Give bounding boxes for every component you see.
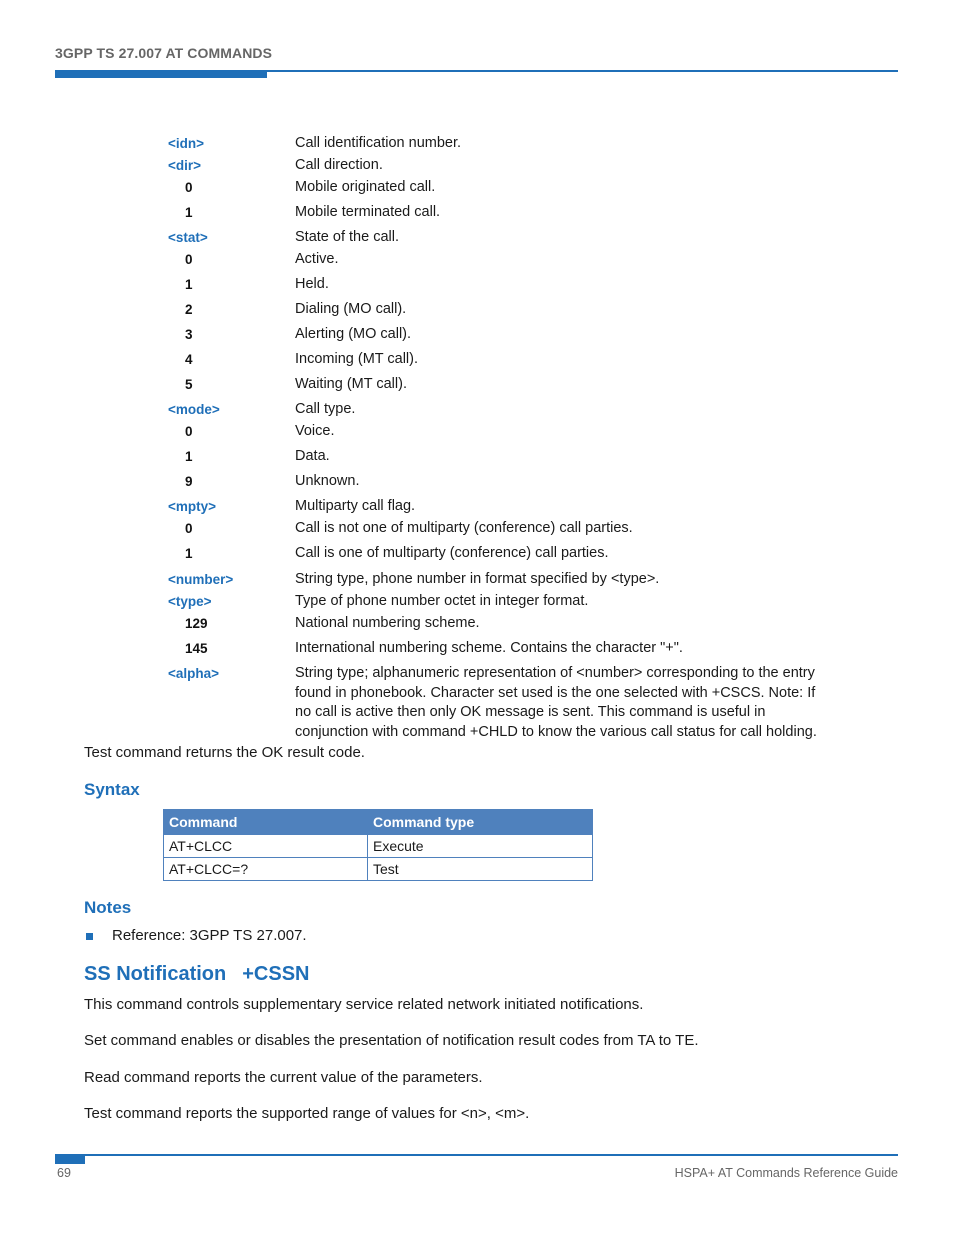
parameter-description: Call is not one of multiparty (conference) call parties. — [295, 520, 633, 536]
parameter-value: 2 — [185, 302, 193, 317]
parameter-description: String type; alphanumeric representation of <number> corresponding to the entry found in phonebook. Character set used is the one selected with +CSCS. Note: If no call is active then only OK message is sent. This command is useful in conjunction with command +CHLD to know the various call status for call holding. — [295, 665, 817, 740]
section-paragraph: Test command reports the supported range of values for <n>, <m>. — [84, 1105, 530, 1122]
parameter-value: 1 — [185, 546, 193, 561]
parameter-value: 5 — [185, 377, 193, 392]
parameter-description: National numbering scheme. — [295, 615, 480, 631]
parameter-value: 0 — [185, 521, 193, 536]
syntax-heading: Syntax — [84, 780, 140, 799]
footer-accent-bar — [55, 1154, 85, 1164]
section-paragraph: Set command enables or disables the presentation of notification result codes from TA to TE. — [84, 1032, 699, 1049]
table-header-command: Command — [164, 810, 368, 835]
parameter-name: <idn> — [168, 136, 205, 151]
footer-guide-title: HSPA+ AT Commands Reference Guide — [674, 1166, 898, 1180]
parameter-value: 1 — [185, 277, 193, 292]
table-header-command-type: Command type — [368, 810, 593, 835]
parameter-description: String type, phone number in format specified by <type>. — [295, 571, 660, 587]
parameter-name: <type> — [168, 594, 212, 609]
parameter-description: Unknown. — [295, 473, 360, 489]
section-heading — [84, 963, 309, 986]
parameter-name: <mode> — [168, 402, 220, 417]
table-cell-command: AT+CLCC — [164, 835, 368, 858]
section-title: SS Notification — [84, 963, 227, 985]
footer-rule — [55, 1154, 898, 1156]
notes-heading: Notes — [84, 898, 132, 917]
parameter-value: 3 — [185, 327, 193, 342]
parameter-description: Call identification number. — [295, 135, 462, 151]
parameter-value: 1 — [185, 449, 193, 464]
parameter-name: <stat> — [168, 230, 208, 245]
parameter-description: Held. — [295, 276, 329, 292]
parameter-description: Call type. — [295, 401, 356, 417]
parameter-value: 4 — [185, 352, 193, 367]
table-cell-type: Execute — [368, 835, 593, 858]
parameter-name: <number> — [168, 572, 234, 587]
parameter-value: 0 — [185, 252, 193, 267]
parameter-description: Incoming (MT call). — [295, 351, 419, 367]
table-row — [164, 858, 593, 881]
table-header-row — [164, 810, 593, 835]
parameter-value: 0 — [185, 180, 193, 195]
parameter-description: Waiting (MT call). — [295, 376, 407, 392]
parameter-name: <alpha> — [168, 666, 220, 681]
parameter-description: Multiparty call flag. — [295, 498, 416, 514]
parameter-name: <dir> — [168, 158, 202, 173]
parameter-description: International numbering scheme. Contains the character "+". — [295, 640, 683, 656]
table-cell-type: Test — [368, 858, 593, 881]
parameter-description: State of the call. — [295, 229, 399, 245]
header-accent-bar — [55, 70, 267, 78]
parameter-description: Mobile terminated call. — [295, 204, 441, 220]
parameter-description: Voice. — [295, 423, 335, 439]
bullet-square-icon — [86, 933, 93, 940]
parameter-description: Call is one of multiparty (conference) call parties. — [295, 545, 609, 561]
section-paragraph: Read command reports the current value of the parameters. — [84, 1069, 483, 1086]
page-number: 69 — [57, 1166, 71, 1180]
section-paragraph: This command controls supplementary service related network initiated notifications. — [84, 996, 644, 1013]
parameter-description: Call direction. — [295, 157, 383, 173]
parameter-value: 1 — [185, 205, 193, 220]
parameter-value: 129 — [185, 616, 208, 631]
notes-item: Reference: 3GPP TS 27.007. — [112, 927, 307, 944]
parameter-value: 9 — [185, 474, 193, 489]
parameter-description: Type of phone number octet in integer format. — [295, 593, 589, 609]
parameter-name: <mpty> — [168, 499, 217, 514]
parameter-description: Active. — [295, 251, 339, 267]
running-header-title: 3GPP TS 27.007 AT COMMANDS — [55, 45, 273, 61]
table-row — [164, 835, 593, 858]
parameter-description: Mobile originated call. — [295, 179, 436, 195]
parameter-description: Alerting (MO call). — [295, 326, 412, 342]
test-command-text: Test command returns the OK result code. — [84, 744, 365, 761]
parameter-description: Data. — [295, 448, 330, 464]
parameter-value: 145 — [185, 641, 208, 656]
syntax-table — [163, 809, 593, 881]
section-command: +CSSN — [242, 963, 310, 985]
table-cell-command: AT+CLCC=? — [164, 858, 368, 881]
parameter-description: Dialing (MO call). — [295, 301, 407, 317]
parameter-value: 0 — [185, 424, 193, 439]
